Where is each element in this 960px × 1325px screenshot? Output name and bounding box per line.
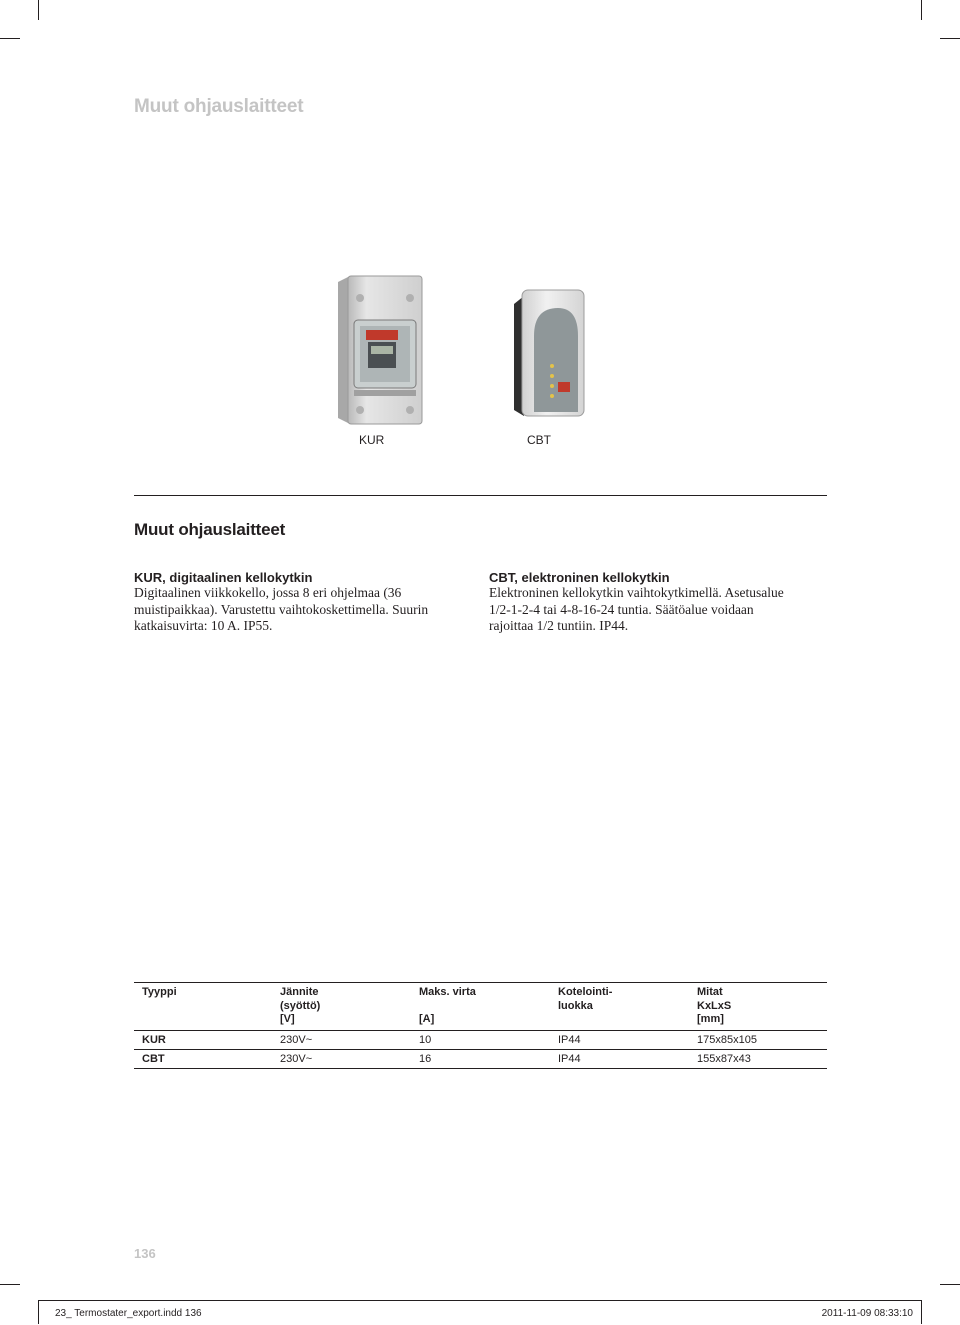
cell-enclosure-class: IP44 <box>550 1049 689 1068</box>
header-voltage: Jännite (syöttö) [V] <box>272 983 411 1031</box>
section-divider <box>134 495 827 496</box>
cell-voltage: 230V~ <box>272 1049 411 1068</box>
description-line: 1/2-1-2-4 tai 4-8-16-24 tuntia. Säätöalue voidaan <box>489 601 754 617</box>
header-type: Tyyppi <box>134 983 272 1031</box>
cell-voltage: 230V~ <box>272 1030 411 1049</box>
product-description <box>489 585 829 635</box>
crop-mark-right-top <box>940 38 960 39</box>
figure-caption-cbt: CBT <box>527 433 551 447</box>
cell-type: CBT <box>134 1049 272 1068</box>
description-line: Elektroninen kellokytkin vaihtokytkimellä. Asetusalue <box>489 585 784 600</box>
crop-mark-bottom-left <box>0 1284 20 1285</box>
description-line: rajoittaa 1/2 tuntiin. IP44. <box>489 618 629 633</box>
cell-dimensions: 155x87x43 <box>689 1049 827 1068</box>
cell-max-current: 10 <box>411 1030 550 1049</box>
product-description <box>134 585 474 635</box>
product-kur <box>134 570 474 635</box>
crop-mark-bottom-right <box>940 1284 960 1285</box>
table-header-row <box>134 983 827 1031</box>
cell-max-current: 16 <box>411 1049 550 1068</box>
product-cbt <box>489 570 829 635</box>
header-max-current: Maks. virta [A] <box>411 983 550 1031</box>
product-title: CBT, elektroninen kellokytkin <box>489 570 670 585</box>
crop-mark-top-right <box>921 0 922 20</box>
product-title: KUR, digitaalinen kellokytkin <box>134 570 313 585</box>
cbt-device-image <box>510 286 590 420</box>
page-number: 136 <box>134 1246 156 1261</box>
table-row <box>134 1030 827 1049</box>
cell-type: KUR <box>134 1030 272 1049</box>
cell-dimensions: 175x85x105 <box>689 1030 827 1049</box>
description-line: Digitaalinen viikkokello, jossa 8 eri ohjelmaa (36 <box>134 585 402 600</box>
crop-mark-top-left <box>38 0 39 20</box>
slug-file: 23_ Termostater_export.indd 136 <box>55 1308 202 1319</box>
section-title: Muut ohjauslaitteet <box>134 520 286 539</box>
header-dimensions: Mitat KxLxS [mm] <box>689 983 827 1031</box>
slug-timestamp: 2011-11-09 08:33:10 <box>821 1308 913 1319</box>
header-title: Muut ohjauslaitteet <box>134 96 304 117</box>
description-line: muistipaikkaa). Varustettu vaihtokoskettimella. Suurin <box>134 601 429 617</box>
table-row <box>134 1049 827 1068</box>
header-enclosure-class: Kotelointi- luokka <box>550 983 689 1031</box>
print-slug <box>38 1300 922 1324</box>
description-line: katkaisuvirta: 10 A. IP55. <box>134 618 273 633</box>
cell-enclosure-class: IP44 <box>550 1030 689 1049</box>
spec-table <box>134 982 827 1069</box>
kur-device-image <box>330 268 430 428</box>
crop-mark-left-top <box>0 38 20 39</box>
figure-caption-kur: KUR <box>359 433 385 447</box>
